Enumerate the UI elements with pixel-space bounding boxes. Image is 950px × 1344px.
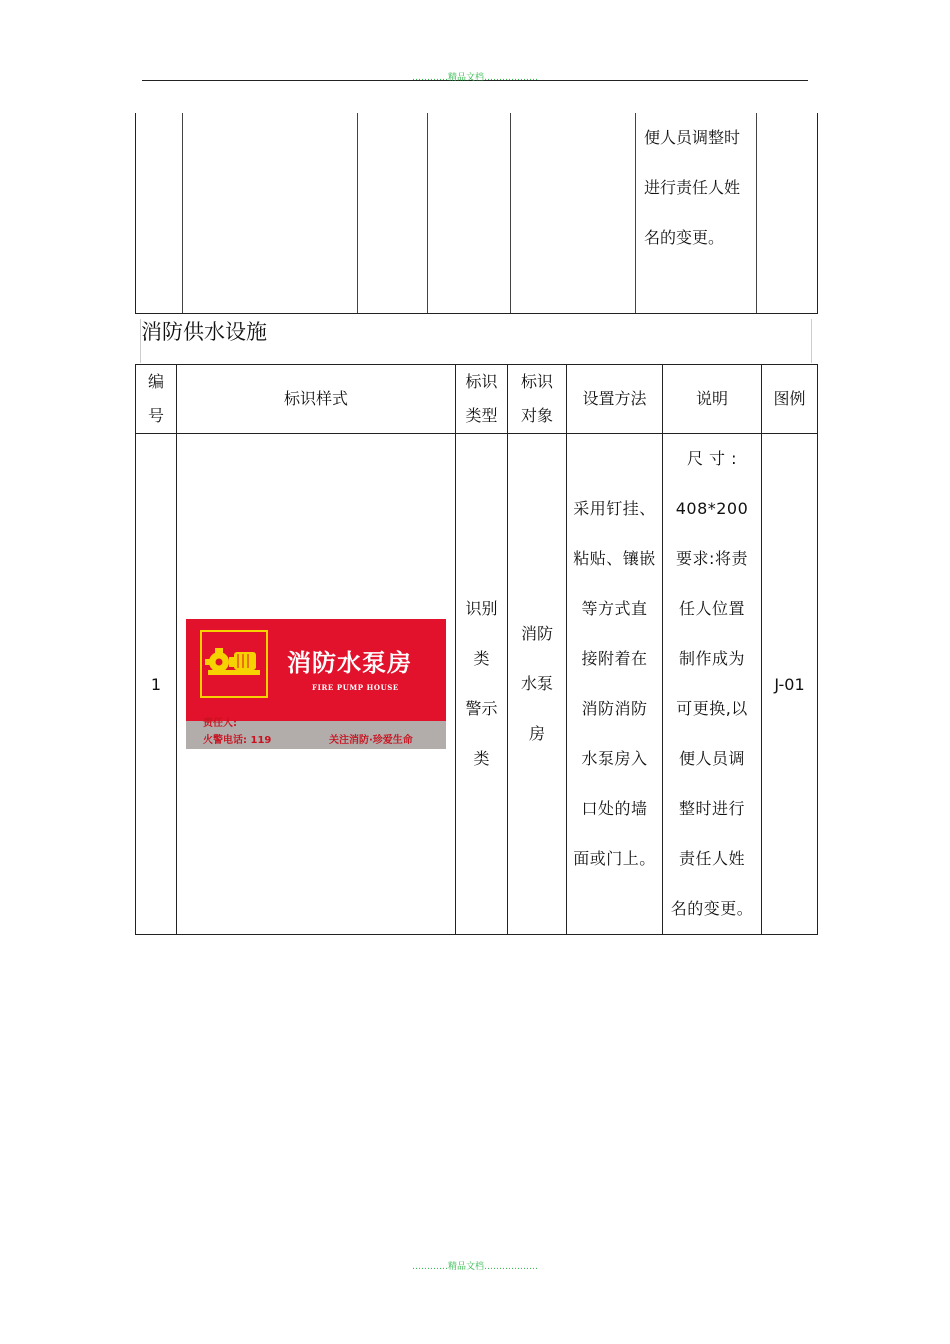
object-line: 消防: [520, 624, 553, 643]
note-line: 制作成为: [678, 649, 745, 668]
water-pump-icon: [202, 632, 266, 696]
note-line: 进行责任人姓: [644, 178, 741, 197]
note-line: 尺 寸 :: [686, 449, 738, 468]
header-object-line: 标识: [520, 372, 553, 391]
cell-type: [456, 434, 508, 935]
method-line: 口处的墙: [581, 799, 648, 818]
type-line: 类: [473, 749, 490, 768]
note-line: 责任人姓: [678, 849, 745, 868]
note-line: 便人员调整时: [644, 128, 741, 147]
note-line: 要求:将责: [676, 549, 748, 568]
object-line: 水泵: [520, 674, 553, 693]
header-no: [136, 365, 177, 434]
header-style: 标识样式: [177, 365, 456, 434]
footer-watermark: …………精品文档………………: [411, 1262, 538, 1272]
previous-table-fragment: [135, 113, 818, 314]
note-line: 整时进行: [678, 799, 745, 818]
method-line: 等方式直: [581, 599, 648, 618]
header-row: [136, 365, 818, 434]
previous-note-cell: [644, 113, 754, 263]
method-line: 采用钉挂、: [573, 499, 656, 518]
signage-table: [135, 364, 818, 935]
header-note: 说明: [663, 365, 762, 434]
sign-title: 消防水泵房: [287, 649, 412, 677]
type-line: 识别: [465, 599, 498, 618]
note-line: 408*200: [675, 499, 749, 518]
cell-legend: J-01: [762, 434, 818, 935]
header-object: [508, 365, 567, 434]
method-line: 面或门上。: [573, 849, 656, 868]
object-line: 房: [528, 724, 545, 743]
header-no-line: 号: [147, 406, 164, 425]
type-line: 警示: [465, 699, 498, 718]
cell-method: [567, 434, 663, 935]
note-line: 任人位置: [678, 599, 745, 618]
header-type-line: 类型: [465, 406, 498, 425]
method-line: 水泵房入: [581, 749, 648, 768]
sign-slogan: 关注消防·珍爱生命: [329, 735, 413, 746]
header-method: 设置方法: [567, 365, 663, 434]
header-legend: 图例: [762, 365, 818, 434]
sign-subtitle: FIRE PUMP HOUSE: [312, 683, 399, 692]
pump-icon-frame: [200, 630, 268, 698]
cell-no: 1: [136, 434, 177, 935]
header-object-line: 对象: [520, 406, 553, 425]
sign-responsible: 责任人:: [203, 718, 237, 729]
method-line: 粘贴、镶嵌: [573, 549, 656, 568]
method-line: 消防消防: [581, 699, 648, 718]
header-type-line: 标识: [465, 372, 498, 391]
table-row: [136, 434, 818, 935]
note-line: 便人员调: [678, 749, 745, 768]
header-type: [456, 365, 508, 434]
header-no-line: 编: [147, 372, 164, 391]
fire-pump-house-sign: [186, 619, 446, 749]
header-watermark: …………精品文档………………: [411, 73, 538, 83]
method-line: 接附着在: [581, 649, 648, 668]
cell-sign: [177, 434, 456, 935]
section-title: 消防供水设施: [141, 320, 267, 344]
note-line: 名的变更。: [670, 899, 754, 918]
note-line: 可更换,以: [676, 699, 748, 718]
cell-object: [508, 434, 567, 935]
note-line: 名的变更。: [644, 228, 725, 247]
type-line: 类: [473, 649, 490, 668]
sign-phone: 火警电话: 119: [203, 735, 272, 746]
cell-note: [663, 434, 762, 935]
